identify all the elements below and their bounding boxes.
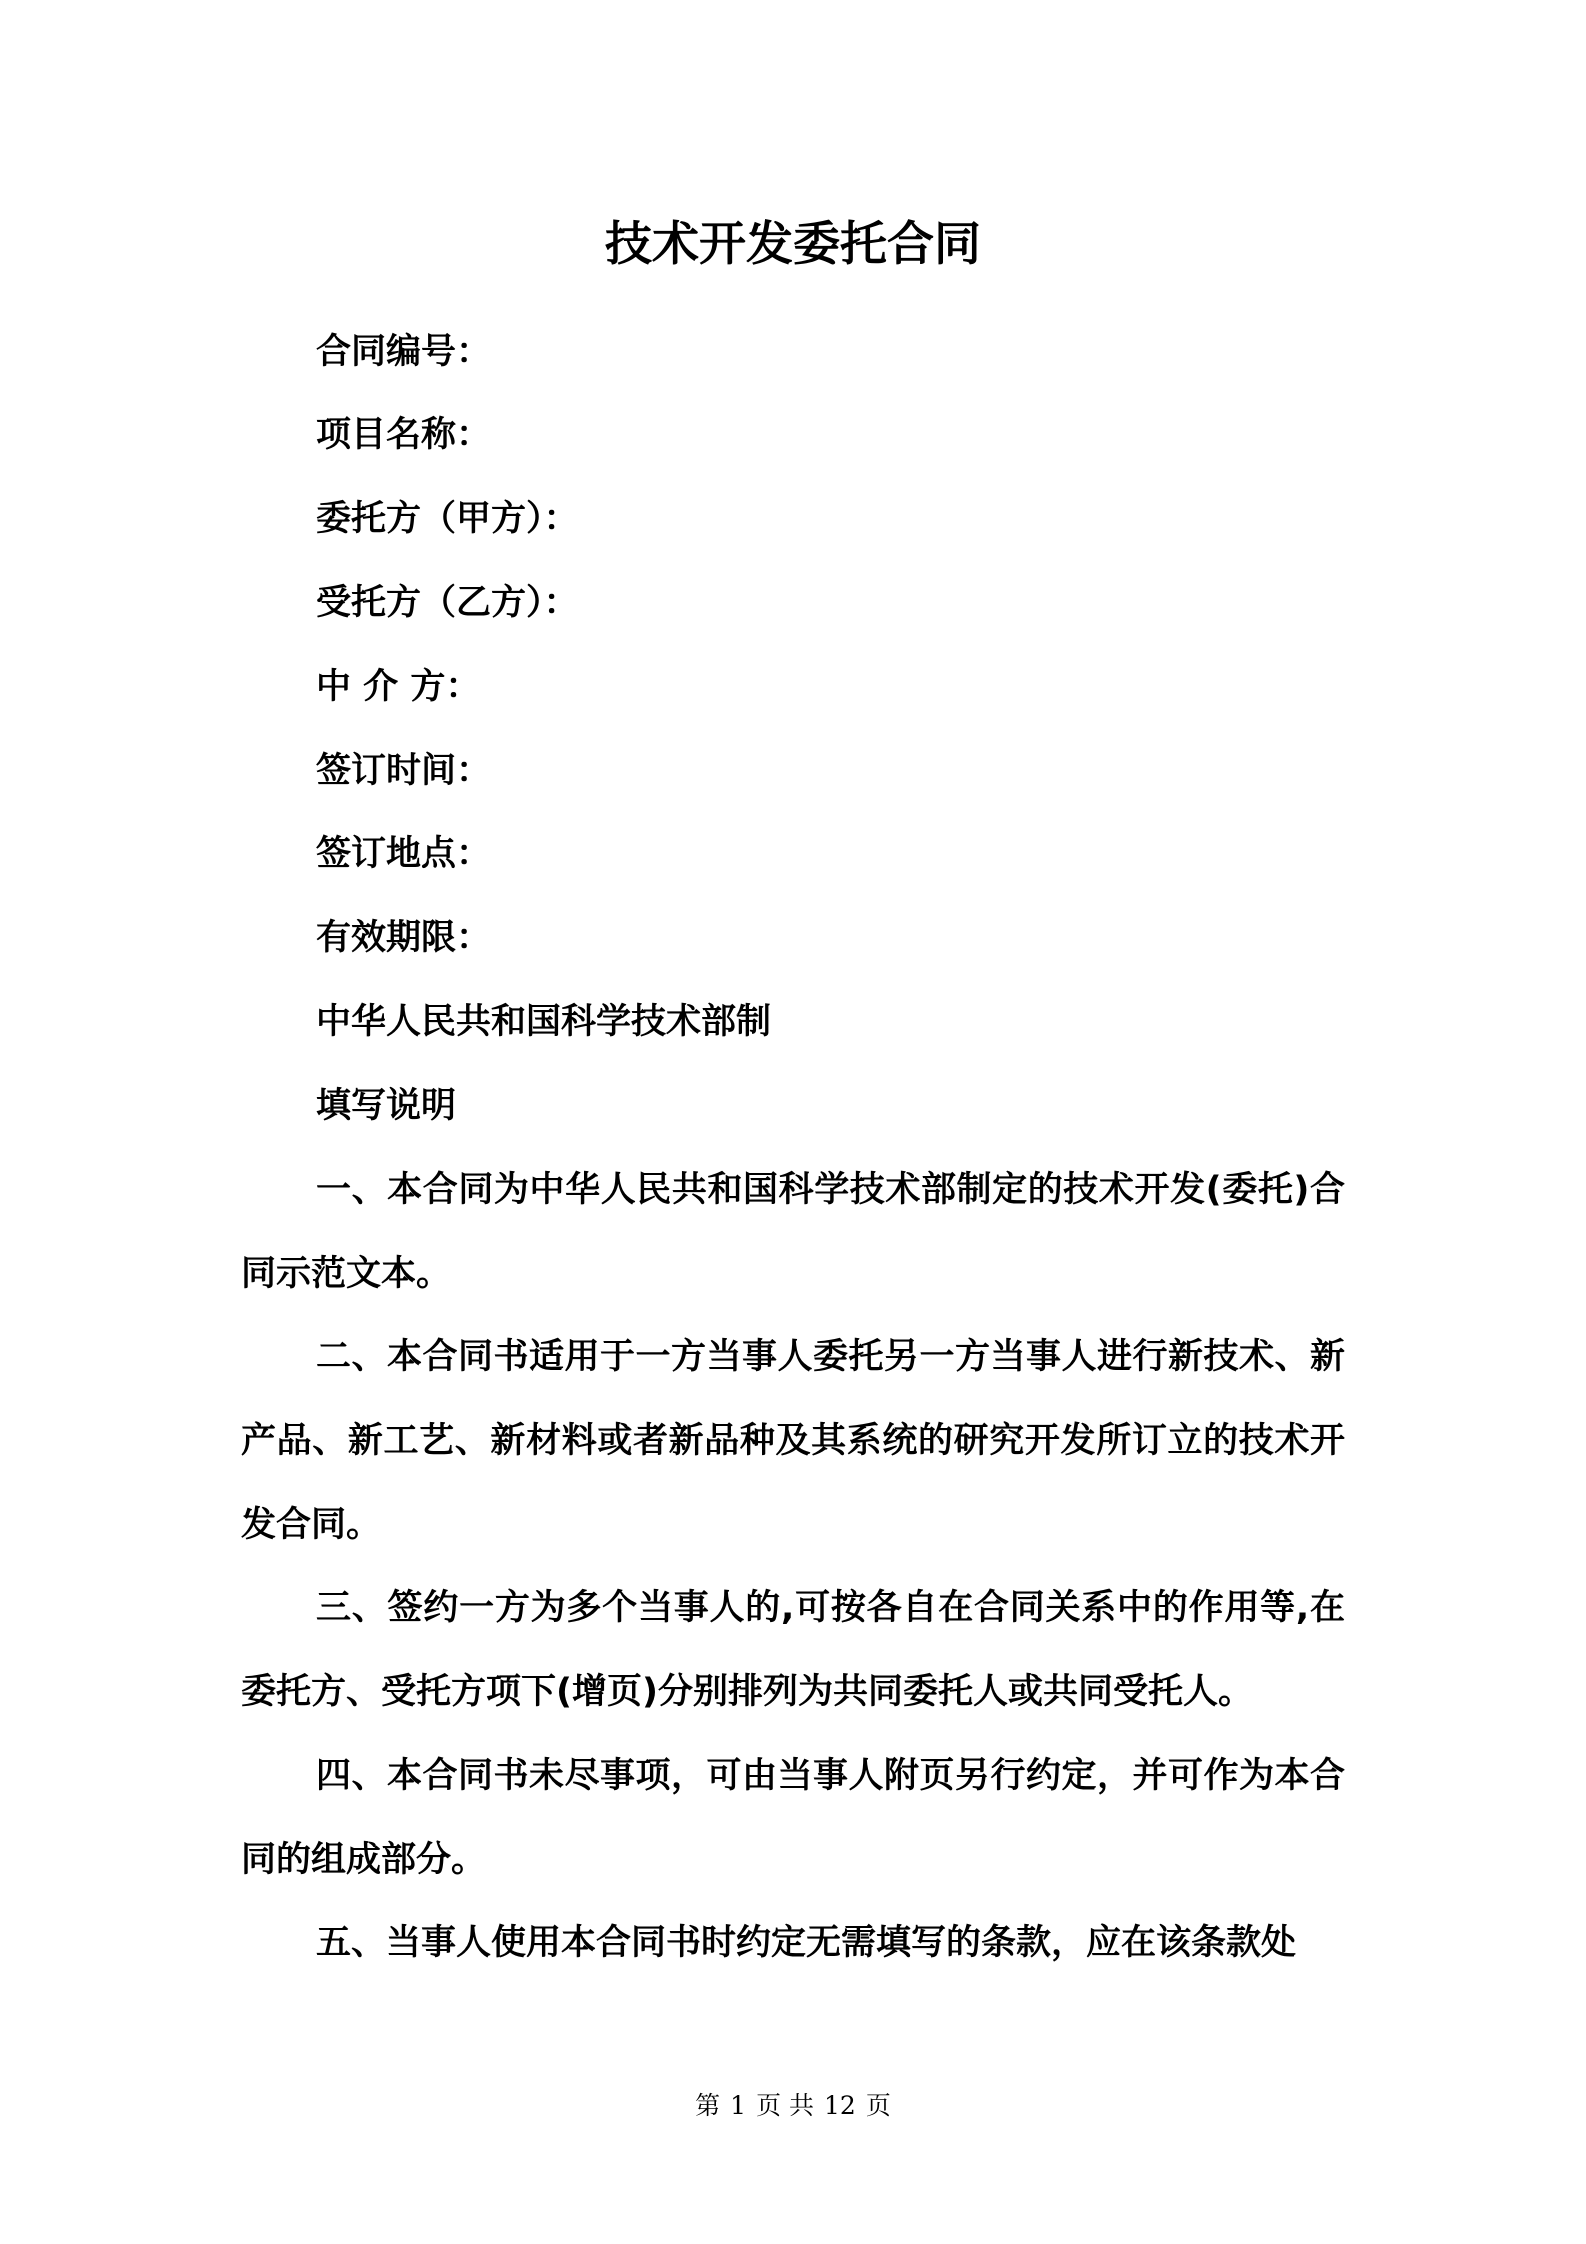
footer-middle: 页 共	[756, 2091, 815, 2120]
footer-total-pages: 12	[824, 2091, 856, 2120]
field-intermediary: 中 介 方：	[316, 667, 481, 707]
issuer-line: 中华人民共和国科学技术部制	[316, 1002, 772, 1042]
field-signing-place: 签订地点：	[316, 834, 492, 874]
document-title: 技术开发委托合同	[605, 217, 981, 272]
instruction-paragraph-1: 一、本合同为中华人民共和国科学技术部制定的技术开发(委托)合同示范文本。	[241, 1170, 1345, 1294]
field-validity-period: 有效期限：	[316, 918, 492, 958]
instruction-paragraph-5: 五、当事人使用本合同书时约定无需填写的条款，应在该条款处	[316, 1923, 1297, 1963]
footer-current-page: 1	[730, 2091, 747, 2120]
field-signing-date: 签订时间：	[316, 751, 492, 791]
instruction-paragraph-2: 二、本合同书适用于一方当事人委托另一方当事人进行新技术、新产品、新工艺、新材料或者新品种及其系统的研究开发所订立的技术开发合同。	[241, 1337, 1345, 1545]
field-party-a: 委托方（甲方）：	[316, 499, 579, 539]
field-contract-number: 合同编号：	[316, 332, 492, 372]
footer-prefix: 第	[695, 2091, 721, 2120]
instruction-paragraph-3: 三、签约一方为多个当事人的,可按各自在合同关系中的作用等,在委托方、受托方项下(增页)分别排列为共同委托人或共同受托人。	[241, 1588, 1345, 1712]
instructions-heading: 填写说明	[316, 1086, 457, 1126]
field-party-b: 受托方（乙方）：	[316, 583, 579, 623]
instruction-paragraph-4: 四、本合同书未尽事项，可由当事人附页另行约定，并可作为本合同的组成部分。	[241, 1756, 1345, 1880]
footer-suffix: 页	[865, 2091, 891, 2120]
page-footer	[0, 2088, 1586, 2124]
field-project-name: 项目名称：	[316, 415, 492, 455]
